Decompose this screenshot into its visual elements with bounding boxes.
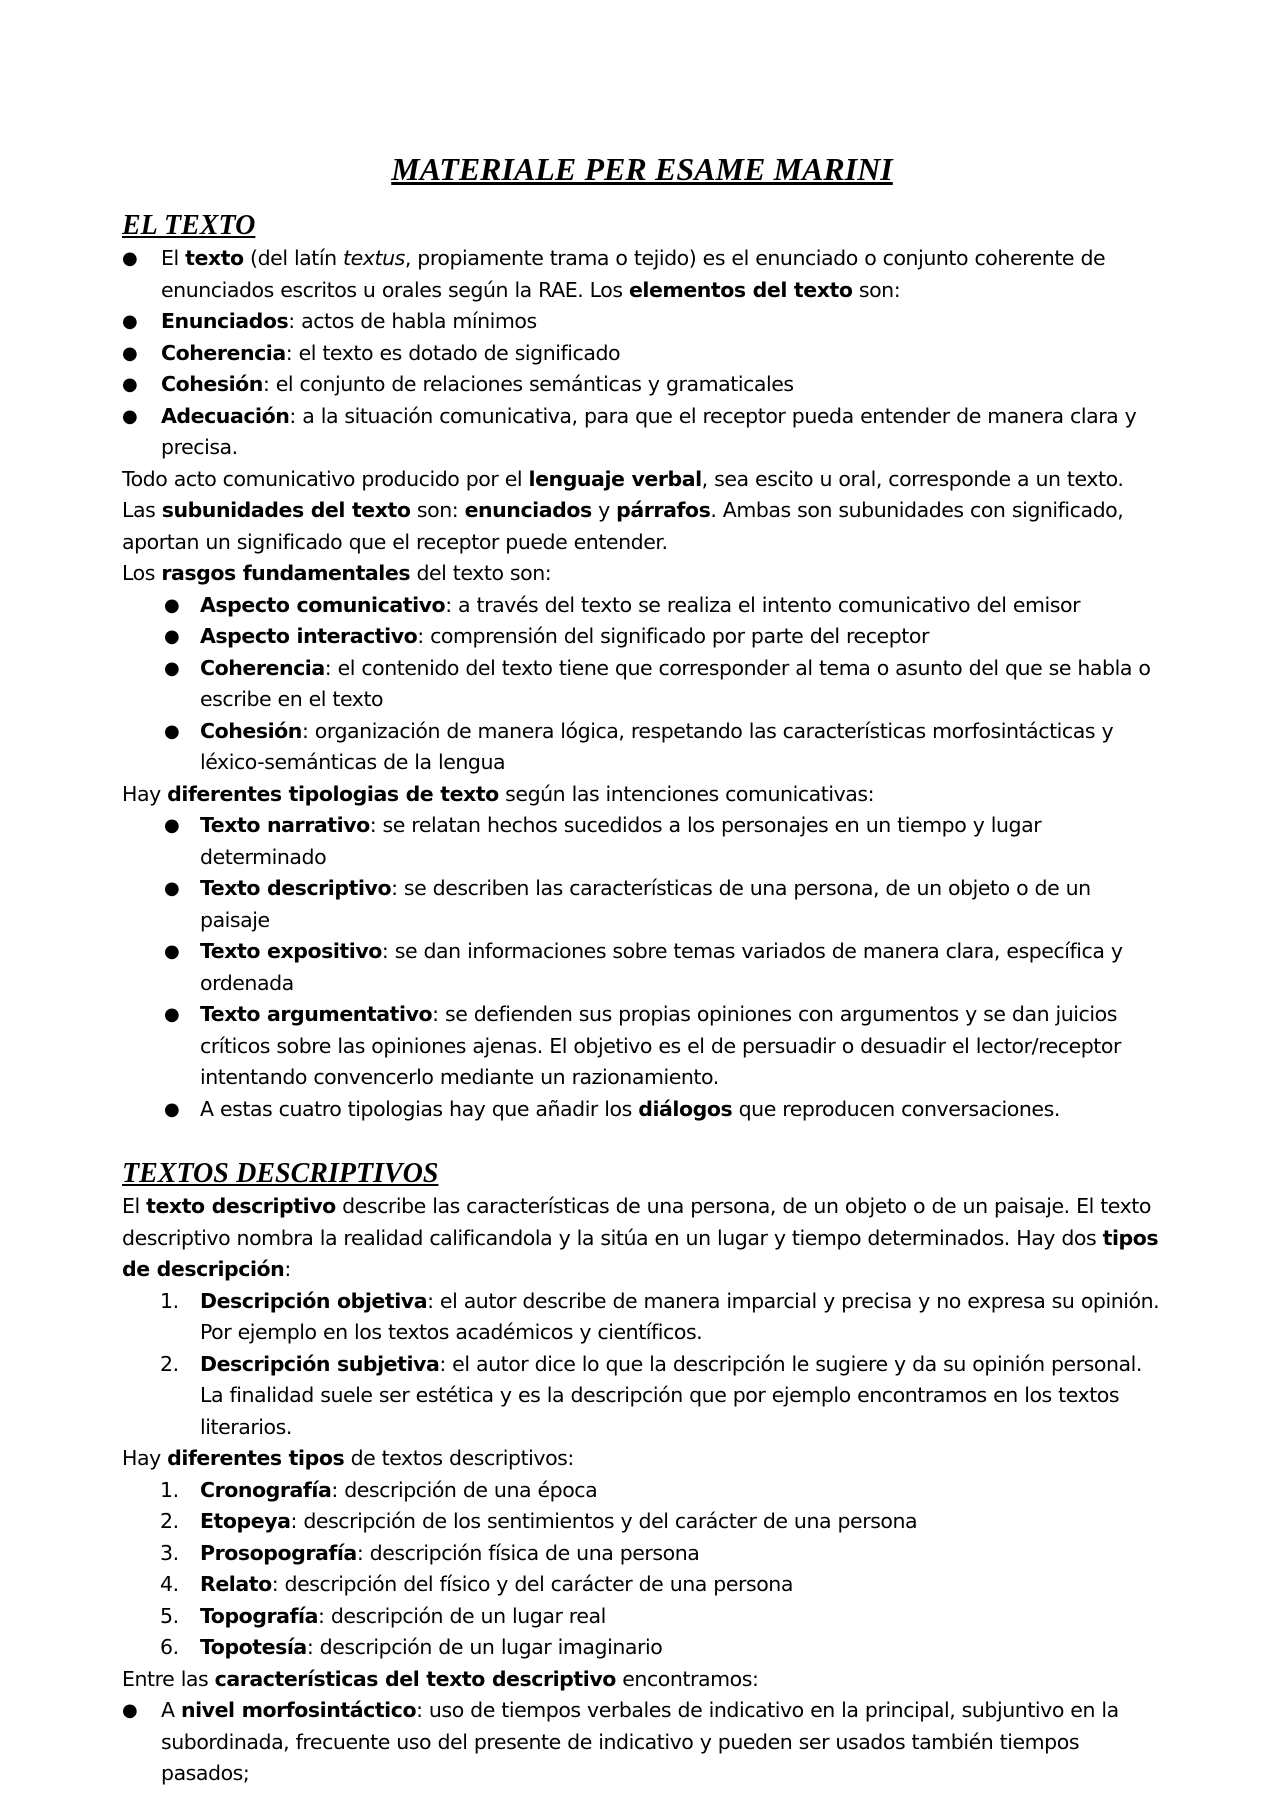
- paragraph: Todo acto comunicativo producido por el lenguaje verbal, sea escito u oral, corresponde a un texto.: [122, 466, 1124, 491]
- list-item: ● Enunciados: actos de habla mínimos: [122, 306, 1162, 338]
- document-title: MATERIALE PER ESAME MARINI: [391, 151, 893, 187]
- list-item: ● Coherencia: el texto es dotado de significado: [122, 338, 1162, 370]
- paragraph: Las subunidades del texto son: enunciados y párrafos. Ambas son subunidades con significado, aportan un significado que el receptor puede entender.: [122, 498, 1124, 554]
- list-number: 3.: [160, 1540, 179, 1565]
- bullet-icon: ●: [164, 1098, 180, 1120]
- list-item: 3. Prosopografía: descripción física de una persona: [122, 1538, 1162, 1570]
- texto-intro-list: [122, 243, 1162, 464]
- bullet-icon: ●: [164, 657, 180, 679]
- bullet-icon: ●: [122, 1700, 138, 1721]
- list-item: 5. Topografía: descripción de un lugar real: [122, 1601, 1162, 1633]
- caracteristicas-list: [122, 1695, 1162, 1790]
- bullet-icon: ●: [122, 248, 138, 269]
- paragraph: Entre las características del texto descriptivo encontramos:: [122, 1666, 759, 1691]
- list-item: ● Cohesión: el conjunto de relaciones semánticas y gramaticales: [122, 369, 1162, 401]
- list-item: ● Adecuación: a la situación comunicativa, para que el receptor pueda entender de manera clara y precisa.: [122, 401, 1162, 464]
- list-item: ● Texto expositivo: se dan informaciones sobre temas variados de manera clara, específica y ordenada: [122, 936, 1162, 999]
- list-number: 5.: [160, 1603, 179, 1628]
- bullet-icon: ●: [122, 374, 138, 395]
- tipos-list: [122, 1475, 1162, 1664]
- section-heading-el-texto: EL TEXTO: [122, 210, 256, 241]
- list-number: 4.: [160, 1572, 179, 1596]
- list-item: ● Texto argumentativo: se defienden sus propias opiniones con argumentos y se dan juicios críticos sobre las opiniones ajenas. El objetivo es el de persuadir o desuadir el lector/receptor intentando convencerlo mediante un razionamiento.: [122, 999, 1162, 1094]
- list-number: 2.: [160, 1351, 179, 1376]
- list-item: 2. Etopeya: descripción de los sentimientos y del carácter de una persona: [122, 1506, 1162, 1538]
- bullet-icon: ●: [122, 311, 138, 332]
- list-item: ● A estas cuatro tipologias hay que añadir los diálogos que reproducen conversaciones.: [122, 1094, 1162, 1126]
- bullet-icon: ●: [164, 815, 180, 836]
- bullet-icon: ●: [122, 405, 138, 427]
- document-page: [122, 150, 1162, 1790]
- list-item: ● Texto narrativo: se relatan hechos sucedidos a los personajes en un tiempo y lugar determinado: [122, 810, 1162, 873]
- descripcion-list: [122, 1286, 1162, 1444]
- bullet-icon: ●: [122, 342, 138, 364]
- list-item: ● Aspecto comunicativo: a través del texto se realiza el intento comunicativo del emisor: [122, 590, 1162, 622]
- list-item: ● El texto (del latín textus, propiamente trama o tejido) es el enunciado o conjunto coherente de enunciados escritos u orales según la RAE. Los elementos del texto son:: [122, 243, 1162, 306]
- list-item: ● A nivel morfosintáctico: uso de tiempos verbales de indicativo en la principal, subjuntivo en la subordinada, frecuente uso del presente de indicativo y pueden ser usados también tiempos pasados;: [122, 1695, 1162, 1790]
- list-number: 1.: [160, 1477, 179, 1502]
- list-item: ● Cohesión: organización de manera lógica, respetando las características morfosintácticas y léxico-semánticas de la lengua: [122, 716, 1162, 779]
- bullet-icon: ●: [164, 720, 180, 742]
- list-item: 6. Topotesía: descripción de un lugar imaginario: [122, 1632, 1162, 1664]
- paragraph: Hay diferentes tipos de textos descriptivos:: [122, 1446, 574, 1470]
- list-number: 2.: [160, 1509, 179, 1533]
- bullet-icon: ●: [164, 626, 180, 647]
- tipologias-list: [122, 810, 1162, 1125]
- bullet-icon: ●: [164, 594, 180, 616]
- bullet-icon: ●: [164, 878, 180, 899]
- section-heading-textos-descriptivos: TEXTOS DESCRIPTIVOS: [122, 1158, 439, 1189]
- list-item: ● Coherencia: el contenido del texto tiene que corresponder al tema o asunto del que se habla o escribe en el texto: [122, 653, 1162, 716]
- bullet-icon: ●: [164, 941, 180, 962]
- paragraph: Hay diferentes tipologias de texto según las intenciones comunicativas:: [122, 781, 875, 806]
- list-number: 1.: [160, 1288, 179, 1313]
- bullet-icon: ●: [164, 1004, 180, 1025]
- list-item: 2. Descripción subjetiva: el autor dice lo que la descripción le sugiere y da su opinión personal. La finalidad suele ser estética y es la descripción que por ejemplo encontramos en los textos literarios.: [122, 1349, 1162, 1444]
- paragraph: El texto descriptivo describe las características de una persona, de un objeto o de un paisaje. El texto descriptivo nombra la realidad calificandola y la sitúa en un lugar y tiempo determinados. Hay dos tipos de descripción:: [122, 1194, 1159, 1281]
- paragraph: Los rasgos fundamentales del texto son:: [122, 561, 552, 585]
- list-number: 6.: [160, 1635, 179, 1659]
- list-item: ● Texto descriptivo: se describen las características de una persona, de un objeto o de un paisaje: [122, 873, 1162, 936]
- list-item: 1. Descripción objetiva: el autor describe de manera imparcial y precisa y no expresa su opinión. Por ejemplo en los textos académicos y científicos.: [122, 1286, 1162, 1349]
- list-item: 4. Relato: descripción del físico y del carácter de una persona: [122, 1569, 1162, 1601]
- list-item: ● Aspecto interactivo: comprensión del significado por parte del receptor: [122, 621, 1162, 653]
- rasgos-list: [122, 590, 1162, 779]
- list-item: 1. Cronografía: descripción de una época: [122, 1475, 1162, 1507]
